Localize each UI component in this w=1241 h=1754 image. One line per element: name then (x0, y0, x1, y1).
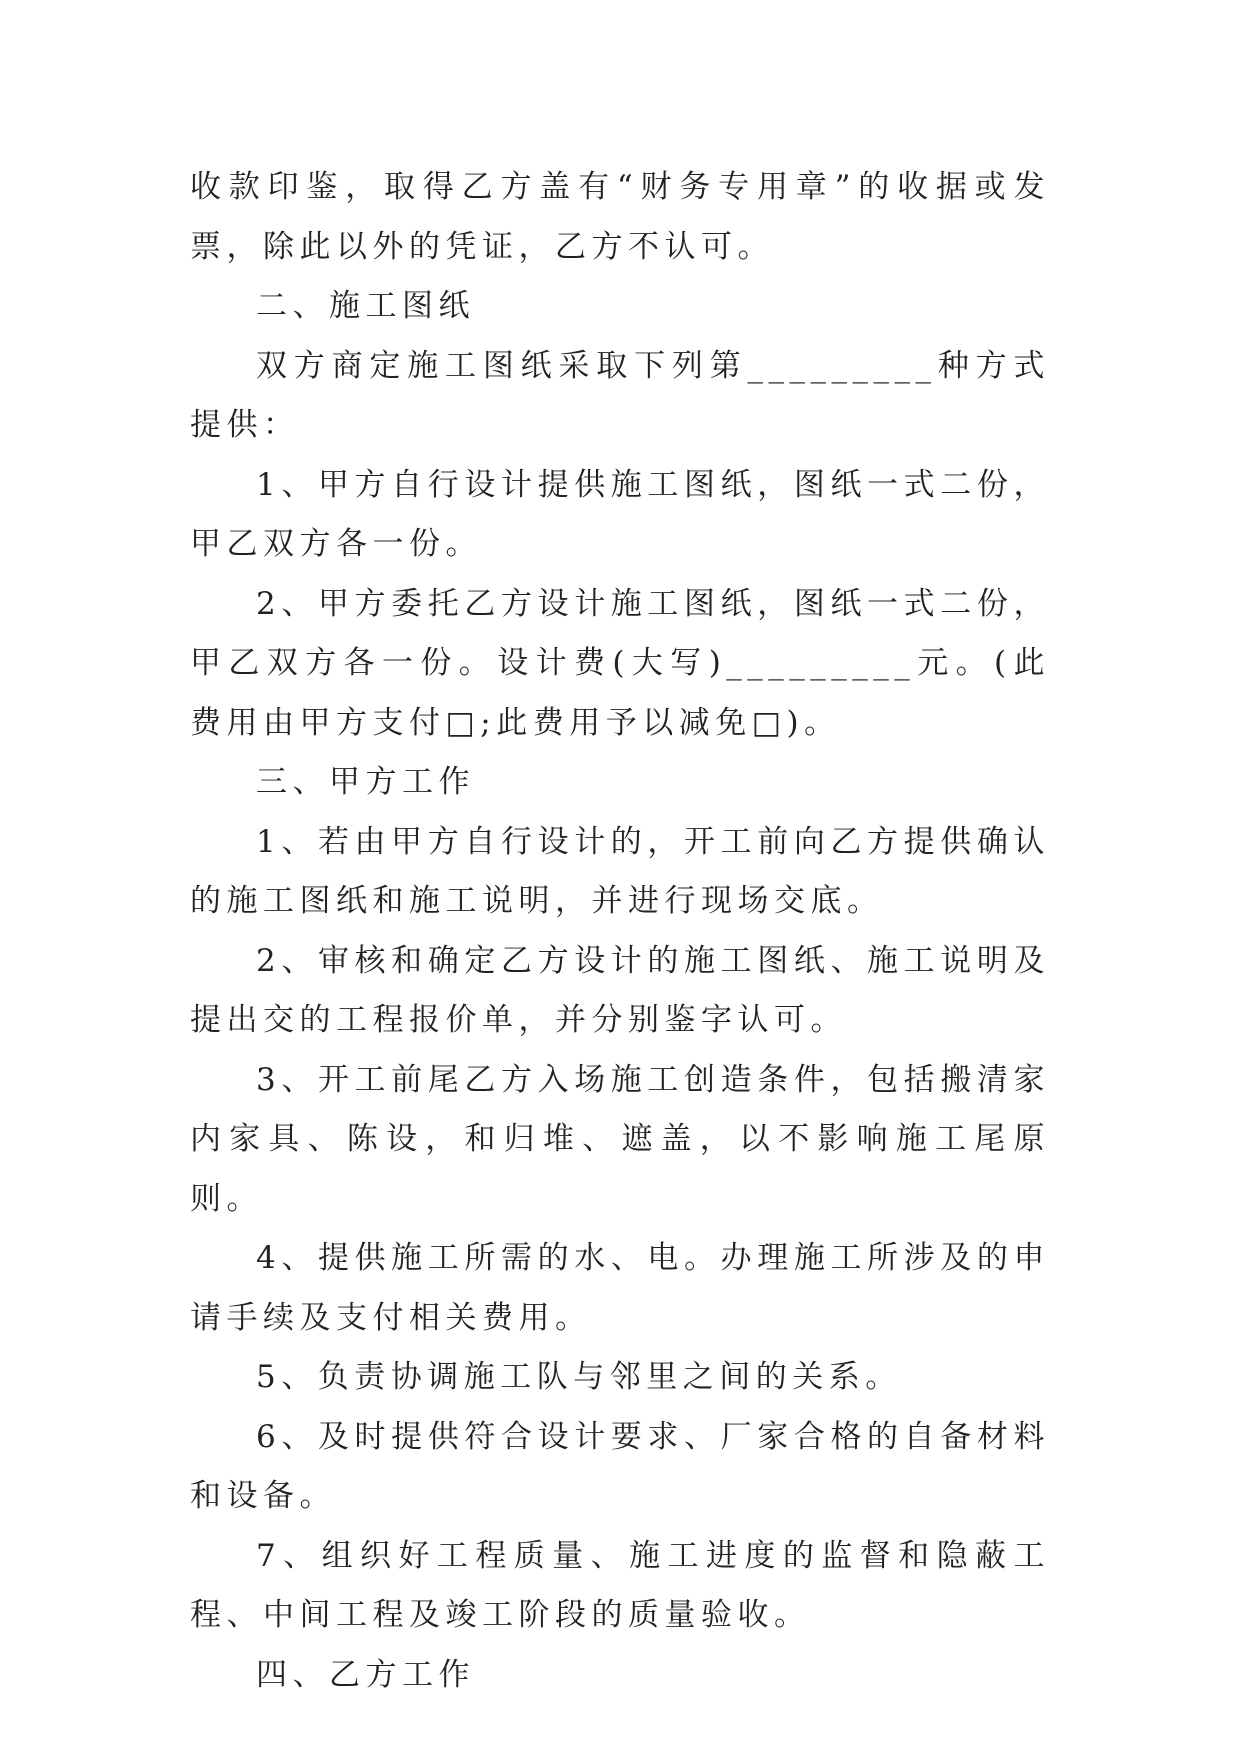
paragraph-payment-receipt: 收款印鉴，取得乙方盖有“财务专用章”的收据或发票，除此以外的凭证，乙方不认可。 (190, 169, 1050, 265)
list-item: 6、及时提供符合设计要求、厂家合格的自备材料和设备。 (190, 1418, 1050, 1514)
list-item: 7、组织好工程质量、施工进度的监督和隐蔽工程、中间工程及竣工阶段的质量验收。 (190, 1537, 1050, 1633)
list-item: 4、提供施工所需的水、电。办理施工所涉及的申请手续及支付相关费用。 (190, 1240, 1050, 1336)
section-heading-construction-drawings: 二、施工图纸 (256, 288, 475, 324)
list-item: 2、审核和确定乙方设计的施工图纸、施工说明及提出交的工程报价单，并分别鉴字认可。 (190, 942, 1050, 1038)
list-item: 2、甲方委托乙方设计施工图纸，图纸一式二份，甲乙双方各一份。设计费(大写)_________元。(此费用由甲方支付□;此费用予以减免□)。 (190, 585, 1050, 741)
document-body (190, 158, 1050, 1705)
list-item: 1、甲方自行设计提供施工图纸，图纸一式二份，甲乙双方各一份。 (190, 466, 1050, 562)
list-item: 5、负责协调施工队与邻里之间的关系。 (256, 1359, 902, 1395)
section-heading-party-b-work: 四、乙方工作 (256, 1656, 475, 1693)
list-item: 1、若由甲方自行设计的，开工前向乙方提供确认的施工图纸和施工说明，并进行现场交底。 (190, 823, 1050, 919)
list-item: 3、开工前尾乙方入场施工创造条件，包括搬清家内家具、陈设，和归堆、遮盖，以不影响施工尾原则。 (190, 1061, 1050, 1217)
section-heading-party-a-work: 三、甲方工作 (256, 764, 475, 800)
paragraph-drawing-method: 双方商定施工图纸采取下列第_________种方式提供： (190, 347, 1050, 443)
